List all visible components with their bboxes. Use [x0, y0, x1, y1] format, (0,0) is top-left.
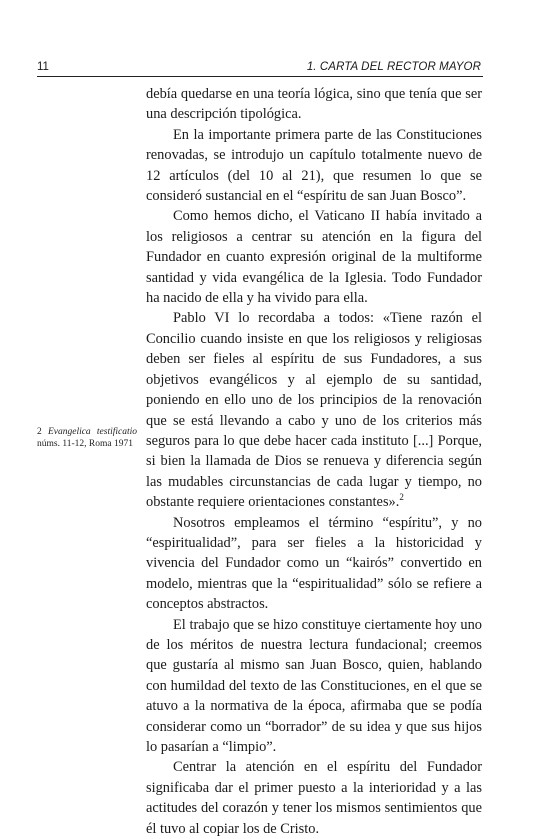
margin-footnote — [37, 427, 137, 450]
footnote-title: Evangelica testificatio — [47, 427, 137, 437]
footnote-marker[interactable]: 2 — [399, 492, 404, 503]
page-number: 11 — [37, 61, 49, 73]
paragraph: El trabajo que se hizo constituye ciertamente hoy uno de los méritos de nuestra lectura fundacional; creemos que gustaría al mismo san Juan Bosco, quien, hablando con humildad del texto de las Constituciones, en el que se atuvo a la normativa de la época, afirmaba que se podía considerar como un “borrador” de su idea y que sus hijos lo pasarían a “limpio”. — [146, 616, 482, 755]
paragraph: Centrar la atención en el espíritu del Fundador significaba dar el primer puesto a la interioridad y a las actitudes del corazón y tener los mismos sentimientos que él tuvo al copiar los de Cristo. — [146, 759, 482, 837]
paragraph-text: Pablo VI lo recordaba a todos: «Tiene razón el Concilio cuando insiste en que los religiosos y religiosas deben ser fieles al espíritu de sus Fundadores, a sus objetivos evangélicos y al ejemplo de su santidad, poniendo en ello uno de los principios de la renovación que se está llevando a cabo y uno de los criterios más seguros para lo que debe hacer cada instituto [...] Porque, si bien la llamada de Dios se renueva y diferencia según las mudables circunstancias de cada lugar y tiempo, no obstante requiere orientaciones constantes». — [146, 310, 482, 511]
paragraph: En la importante primera parte de las Constituciones renovadas, se introdujo un capítulo totalmente nuevo de 12 artículos (del 10 al 21), que resumen lo que se consideró sustancial en el “espíritu de san Juan Bosco”. — [146, 126, 482, 205]
paragraph-with-footnote — [146, 308, 482, 512]
paragraph: debía quedarse en una teoría lógica, sino que tenía que ser una descripción tipológica. — [146, 86, 482, 123]
footnote-number: 2 — [37, 427, 42, 437]
running-header — [37, 58, 483, 77]
paragraph: Como hemos dicho, el Vaticano II había invitado a los religiosos a centrar su atención en la figura del Fundador en cuanto expresión original de la multiforme santidad y vida evangélica de la Iglesia. Todo Fundador ha nacido de ella y ha vivido para ella. — [146, 208, 482, 307]
footnote-reference: núms. 11-12, Roma 1971 — [37, 438, 133, 449]
running-title: 1. CARTA DEL RECTOR MAYOR — [306, 61, 481, 73]
main-text — [146, 84, 482, 839]
paragraph: Nosotros empleamos el término “espíritu”, y no “espiritualidad”, para ser fieles a la historicidad y vivencia del Fundador como un “kairós” convertido en modelo, mientras que la “espiritualidad” sólo se refiere a conceptos abstractos. — [146, 514, 482, 613]
